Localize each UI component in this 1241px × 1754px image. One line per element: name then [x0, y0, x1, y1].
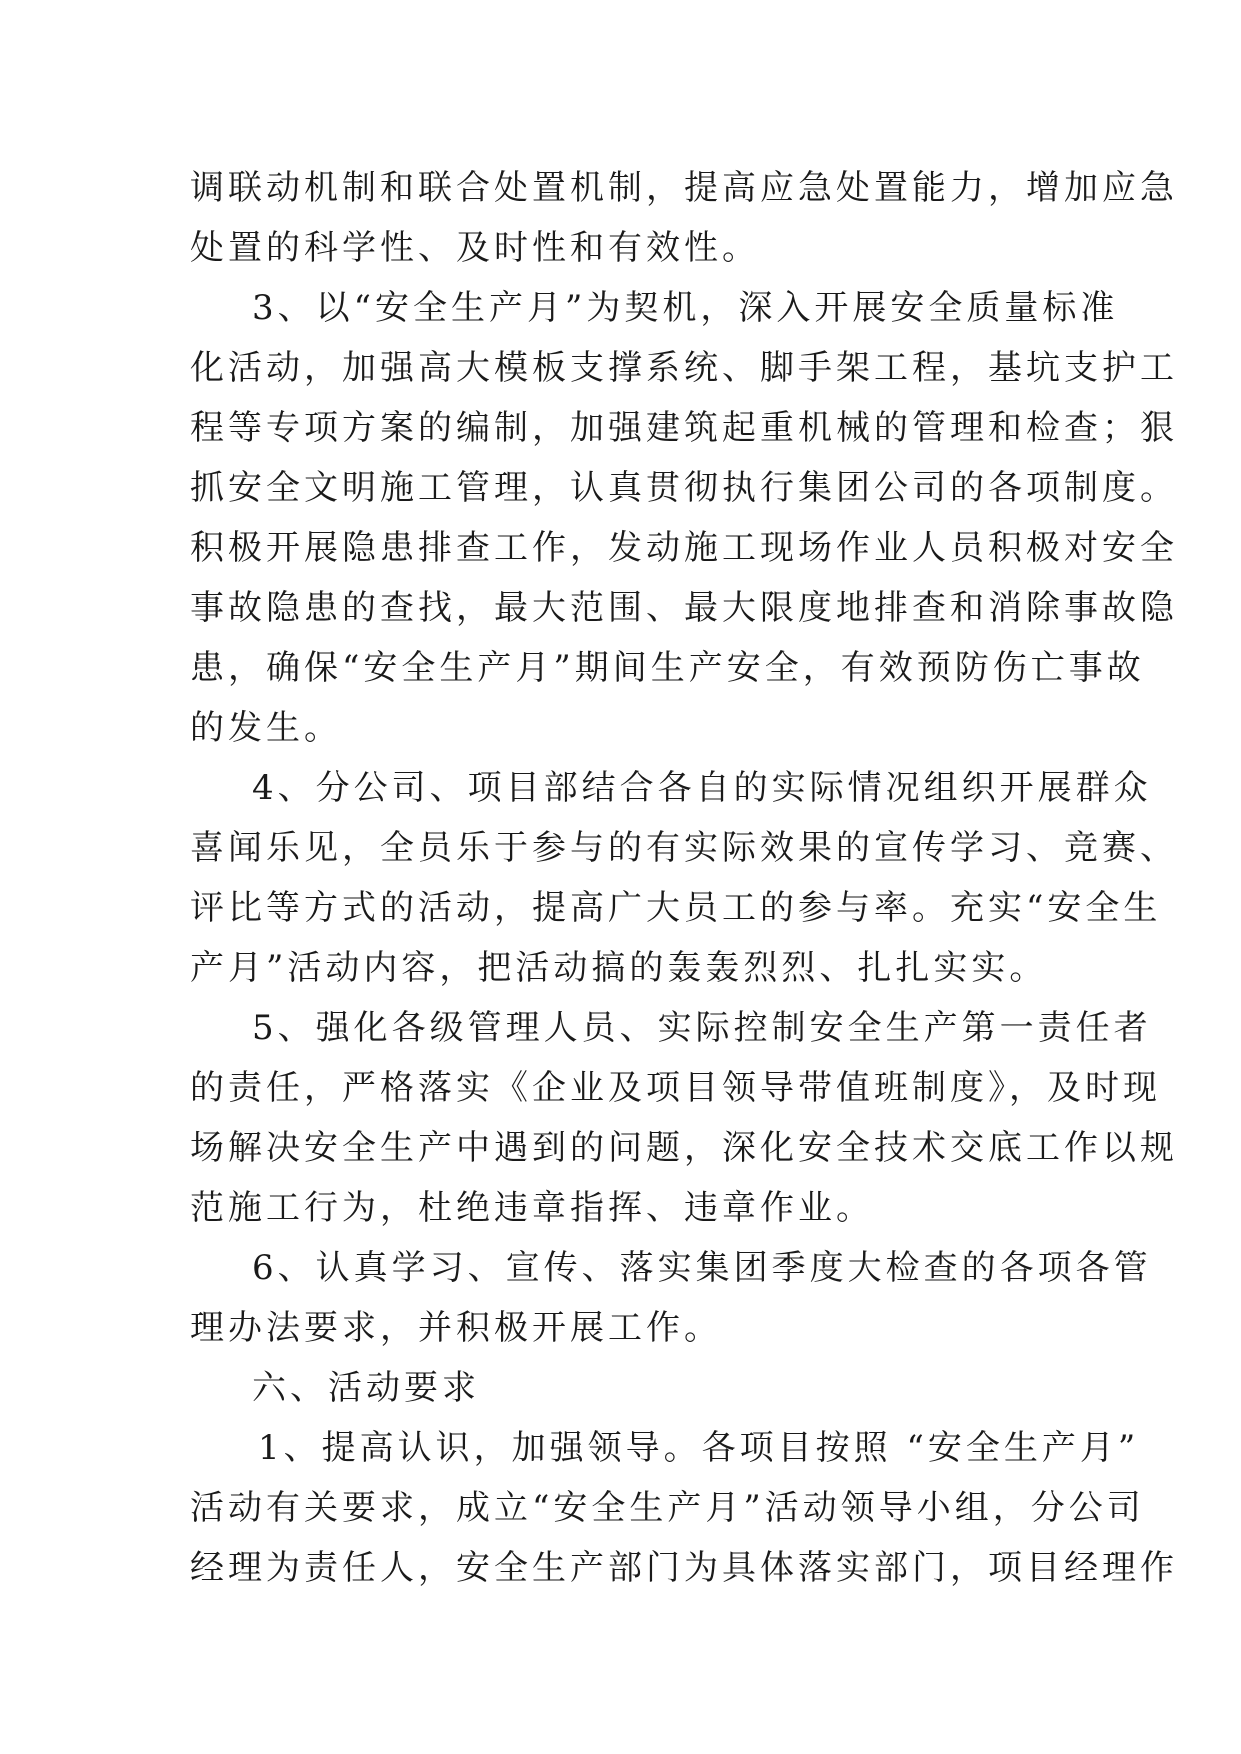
text-line: 化活动，加强高大模板支撑系统、脚手架工程，基坑支护工 — [190, 348, 1178, 388]
text-line: 场解决安全生产中遇到的问题，深化安全技术交底工作以规 — [190, 1128, 1178, 1168]
text-line: 调联动机制和联合处置机制，提高应急处置能力，增加应急 — [190, 168, 1178, 208]
section-heading: 六、活动要求 — [252, 1368, 480, 1408]
text-line: 经理为责任人，安全生产部门为具体落实部门，项目经理作 — [190, 1548, 1178, 1588]
text-line: 产月”活动内容，把活动搞的轰轰烈烈、扎扎实实。 — [190, 948, 1048, 988]
text-line: 处置的科学性、及时性和有效性。 — [190, 228, 760, 268]
text-line: 6、认真学习、宣传、落实集团季度大检查的各项各管 — [252, 1248, 1152, 1288]
text-line: 喜闻乐见，全员乐于参与的有实际效果的宣传学习、竞赛、 — [190, 828, 1178, 868]
text-line: 的责任，严格落实《企业及项目领导带值班制度》，及时现 — [190, 1068, 1161, 1108]
document-body — [190, 158, 1178, 1598]
text-line: 患，确保“安全生产月”期间生产安全，有效预防伤亡事故 — [190, 648, 1145, 688]
text-line: 3、以“安全生产月”为契机，深入开展安全质量标准 — [252, 288, 1119, 328]
text-line: 评比等方式的活动，提高广大员工的参与率。充实“安全生 — [190, 888, 1162, 928]
text-line: 积极开展隐患排查工作，发动施工现场作业人员积极对安全 — [190, 528, 1178, 568]
text-line: 理办法要求，并积极开展工作。 — [190, 1308, 722, 1348]
text-line: 抓安全文明施工管理，认真贯彻执行集团公司的各项制度。 — [190, 468, 1178, 508]
text-line: 的发生。 — [190, 708, 342, 748]
text-line: 5、强化各级管理人员、实际控制安全生产第一责任者 — [252, 1008, 1152, 1048]
text-line: 范施工行为，杜绝违章指挥、违章作业。 — [190, 1188, 874, 1228]
text-line: 1、提高认识，加强领导。各项目按照 “安全生产月” — [258, 1428, 1140, 1468]
text-line: 程等专项方案的编制，加强建筑起重机械的管理和检查；狠 — [190, 408, 1178, 448]
text-line: 事故隐患的查找，最大范围、最大限度地排查和消除事故隐 — [190, 588, 1178, 628]
text-line: 4、分公司、项目部结合各自的实际情况组织开展群众 — [252, 768, 1152, 808]
text-line: 活动有关要求，成立“安全生产月”活动领导小组，分公司 — [190, 1488, 1145, 1528]
